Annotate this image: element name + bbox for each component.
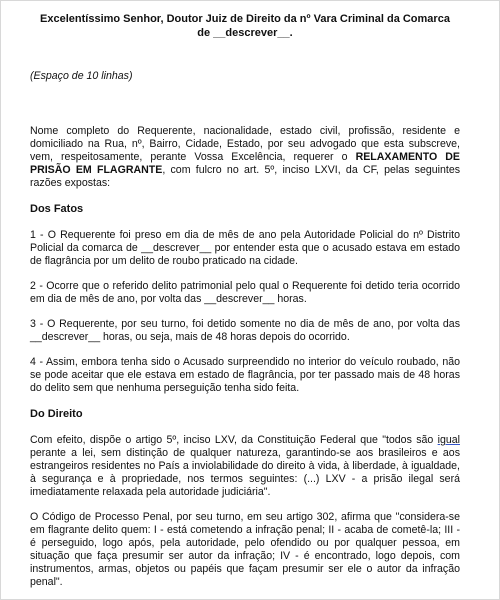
document-page <box>30 12 460 589</box>
document-title-line2: de __descrever__. <box>197 27 293 39</box>
law-paragraph-1 <box>30 434 460 499</box>
law1-text-1: Com efeito, dispõe o artigo 5º, inciso LXV, da Constituição Federal que "todos são <box>30 434 438 446</box>
intro-paragraph <box>30 125 460 190</box>
fact-paragraph-4: 4 - Assim, embora tenha sido o Acusado surpreendido no interior do veículo roubado, não se pode aceitar que ele estava em estado de flagrância, por ter passado mais de 48 horas do delito sem que nenhuma perseguição tenha sido feita. <box>30 356 460 394</box>
intro-text-2: , com fulcro no art. 5º, inciso LXVI, da CF, pelas seguintes razões expostas: <box>30 164 461 189</box>
law1-underlined-word: igual <box>437 434 460 446</box>
law-paragraph-2: O Código de Processo Penal, por seu turno, em seu artigo 302, afirma que "considera-se em flagrante delito quem: I - está cometendo a infração penal; II - acaba de cometê-la; III - é perseguido, logo após, pela autoridade, pelo ofendido ou por qualquer pessoa, em situação que faça presumir ser autor da infração; IV - é encontrado, logo depois, com instrumentos, armas, objetos ou papéis que façam presumir ser ele o autor da infração penal". <box>30 511 460 588</box>
law-heading: Do Direito <box>30 408 83 420</box>
intro-text-1: Nome completo do Requerente, nacionalidade, estado civil, profissão, residente e domiciliado na Rua, nº, Bairro, Cidade, Estado, por seu advogado que esta subscreve, vem, respeitosamente, perante Vossa Excelência, requerer o <box>30 125 460 163</box>
law1-text-2: perante a lei, sem distinção de qualquer natureza, garantindo-se aos brasileiros e aos estrangeiros residentes no País a inviolabilidade do direito à vida, à liberdade, à igualdade, à segurança e à propriedade, nos termos seguintes: (...) LXV - a prisão ilegal será imediatamente relaxada pela autoridade judiciária". <box>30 447 460 498</box>
document-title-line1: Excelentíssimo Senhor, Doutor Juiz de Direito da nº Vara Criminal da Comarca <box>40 13 450 25</box>
fact-paragraph-3: 3 - O Requerente, por seu turno, foi detido somente no dia de mês de ano, por volta das __descrever__ horas, ou seja, mais de 48 horas depois do ocorrido. <box>30 318 460 343</box>
blank-space <box>30 83 460 125</box>
fact-paragraph-1: 1 - O Requerente foi preso em dia de mês de ano pela Autoridade Policial do nº Distrito Policial da comarca de __descrever__ por entender esta que o acusado estava em estado de flagrância por um delito de roubo praticado na cidade. <box>30 229 460 267</box>
fact-paragraph-2: 2 - Ocorre que o referido delito patrimonial pelo qual o Requerente foi detido teria ocorrido em dia de mês de ano, por volta das __descrever__ horas. <box>30 280 460 305</box>
space-note: (Espaço de 10 linhas) <box>30 70 133 82</box>
intro-bold-request: RELAXAMENTO DE PRISÃO EM FLAGRANTE <box>30 151 460 176</box>
facts-heading: Dos Fatos <box>30 203 84 215</box>
